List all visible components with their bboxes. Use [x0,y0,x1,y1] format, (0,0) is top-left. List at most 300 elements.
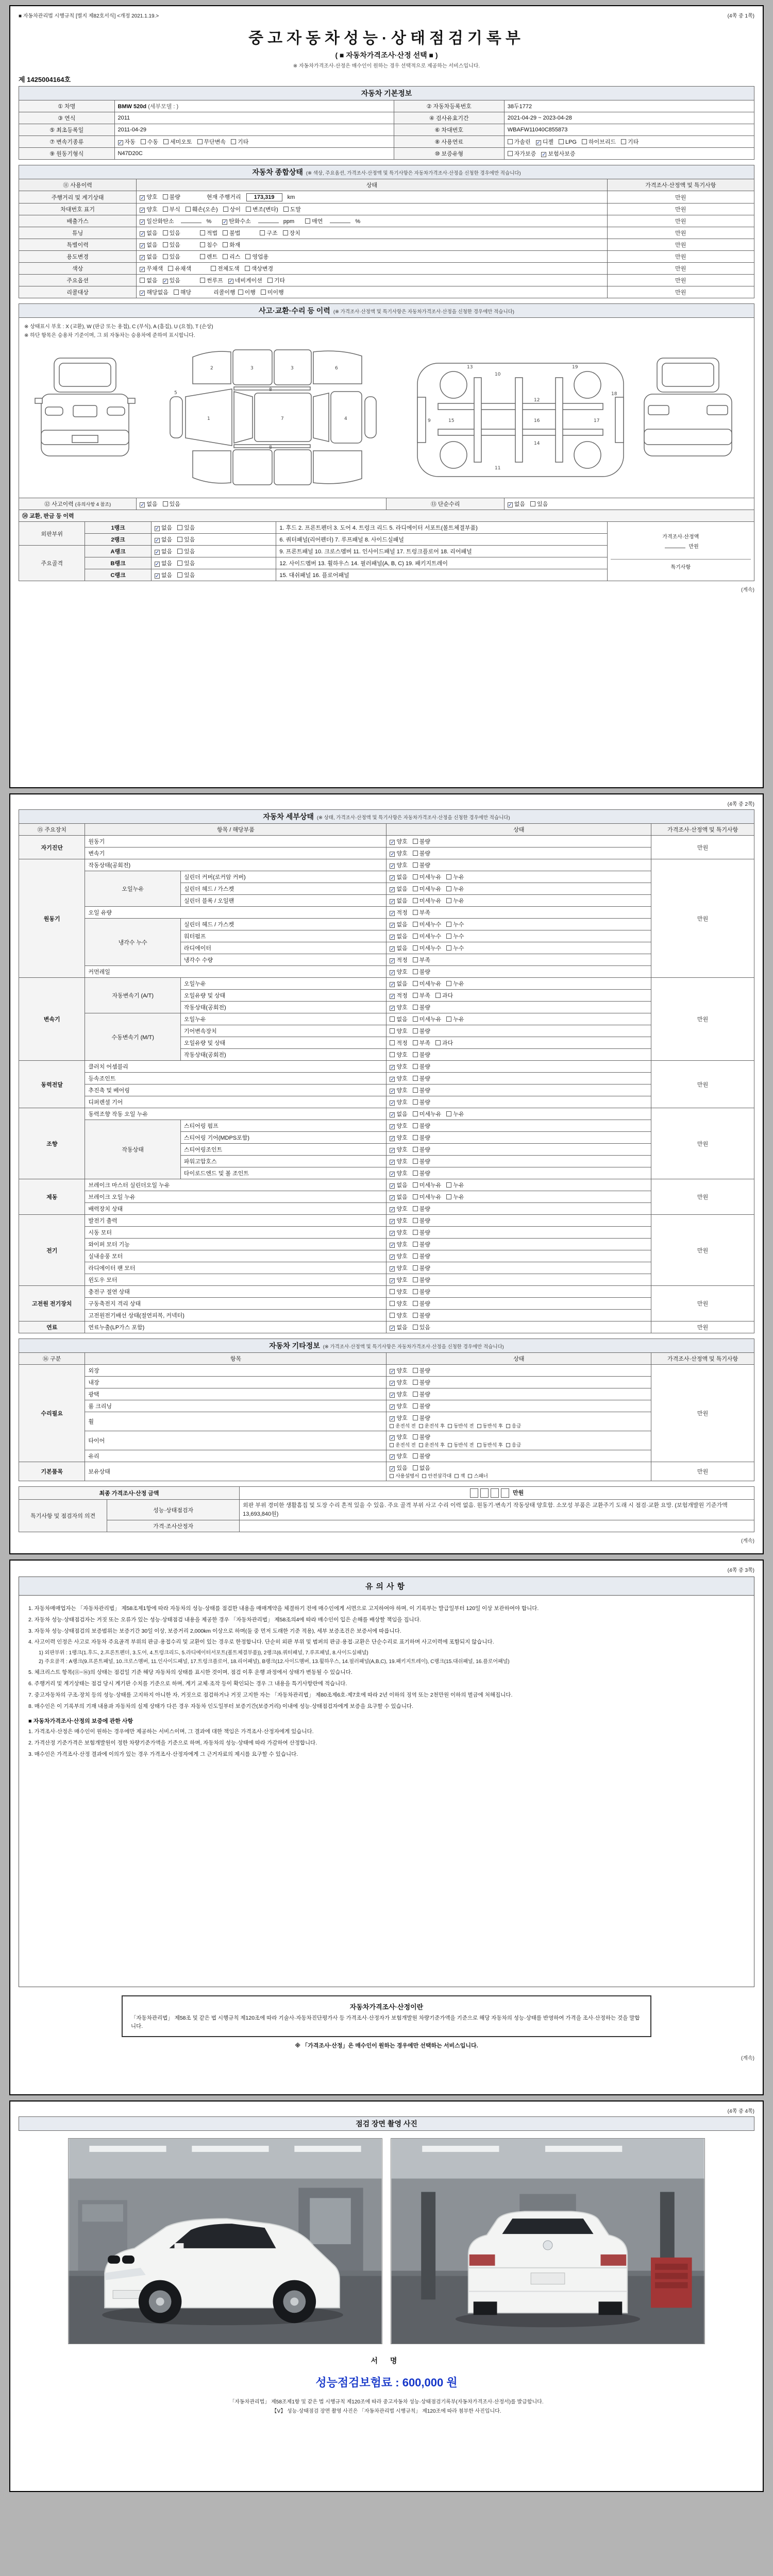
item-label: 실린더 블록 / 오일팬 [180,895,386,907]
checkbox-label: 운전석 전 [395,1423,416,1429]
checkbox-option[interactable] [446,885,464,893]
checkbox-option[interactable] [413,944,442,952]
checkbox-option[interactable] [390,1422,415,1429]
checkbox-option-checked[interactable] [140,241,157,249]
tr [19,112,754,124]
checkbox-option-checked[interactable] [118,138,136,146]
overall-body [19,191,754,298]
checkbox-option[interactable] [413,1110,442,1118]
checkbox-icon [390,1016,395,1022]
checkbox-label: 썬루프 [206,278,223,284]
checkbox-option-checked[interactable] [390,1062,407,1071]
item-state [386,990,651,1002]
checkbox-option[interactable] [177,571,195,579]
checkbox-option[interactable] [223,241,240,249]
checkbox-option-checked[interactable] [390,873,407,881]
checkbox-option[interactable] [163,205,180,213]
checkbox-option[interactable] [413,1240,430,1248]
checkbox-option-checked[interactable] [222,217,251,225]
checkbox-option-checked[interactable] [390,920,407,928]
rect [45,407,63,415]
item-state [386,1377,651,1388]
checkbox-label: 없음 [396,874,408,880]
checkbox-option-checked[interactable] [390,1276,407,1284]
checkbox-option[interactable] [413,1027,430,1035]
checkbox-option-checked[interactable] [155,523,172,532]
checkbox-option[interactable] [283,229,300,237]
checkbox-option[interactable] [245,252,268,261]
checkbox-option[interactable] [508,138,531,146]
text: 12 [534,398,540,403]
checkbox-checked-icon: ✓ [390,1393,395,1398]
checkbox-option[interactable] [245,264,274,273]
checkbox-option-checked[interactable] [390,1378,407,1386]
checkbox-option[interactable] [163,229,180,237]
checkbox-option-checked[interactable] [541,149,575,158]
checkbox-option[interactable] [413,1276,430,1284]
item-state [386,895,651,907]
checkbox-option-checked[interactable] [390,1169,407,1177]
checkbox-option-checked[interactable] [390,1464,407,1472]
checkbox-option[interactable] [238,288,256,296]
item-label: 실린더 헤드 / 가스켓 [180,883,386,895]
checkbox-option[interactable] [446,1193,464,1201]
rect [170,397,182,438]
tr [19,148,754,160]
checkbox-option[interactable] [508,149,536,158]
checkbox-label: 적법 [206,230,218,236]
checkbox-option-checked[interactable] [390,908,407,917]
checkbox-label: 사용설명서 [395,1473,419,1479]
checkbox-option[interactable] [390,1039,407,1047]
checkbox-option[interactable] [413,1015,442,1023]
checkbox-option[interactable] [413,1264,430,1272]
checkbox-icon [446,874,451,879]
checkbox-option-checked[interactable] [390,1110,407,1118]
checkbox-option-checked[interactable] [140,264,163,273]
checkbox-checked-icon: ✓ [390,1255,395,1260]
checkbox-label: 미세누유 [419,886,442,892]
item-state [386,1073,651,1084]
item-state [386,1013,651,1025]
checkbox-option[interactable] [390,1050,407,1059]
path [193,451,231,483]
checkbox-label: 누유 [453,981,464,987]
checkbox-option-checked[interactable] [390,837,407,845]
checkbox-option[interactable] [413,932,442,940]
checkbox-option[interactable] [413,1181,442,1189]
checkbox-option[interactable] [223,229,240,237]
section-title: 사고·교환·수리 등 이력 [259,307,330,315]
notice-item: 8. 매수인은 이 기록부의 기재 내용과 자동차의 실제 상태가 다른 경우 자동차 인도일부터 보증기간(보증거리) 이내에 성능·상태점검자에게 보증을 요구할 수 있습니다. [28,1703,414,1709]
checkbox-option[interactable] [413,1098,430,1106]
item-state [386,1215,651,1227]
rank-parts-list: 15. 대쉬패널 16. 플로어패널 [276,569,607,581]
checkbox-option-checked[interactable] [390,1366,407,1375]
checkbox-option[interactable] [413,1252,430,1260]
price-cell: 만원 [607,263,754,275]
inspection-insurance-premium: 성능점검보험료 : 600,000 원 [315,2376,458,2389]
checkbox-option-checked[interactable] [390,1098,407,1106]
checkbox-option[interactable] [283,205,301,213]
checkbox-option[interactable] [168,264,191,273]
checkbox-option[interactable] [141,138,158,146]
checkbox-option[interactable] [177,547,195,555]
use-history-item-label: 리콜대상 [19,286,137,298]
use-history-item-label: 용도변경 [19,251,137,263]
rank-state [151,534,276,546]
checkbox-option[interactable] [413,1378,430,1386]
checkbox-option[interactable] [390,1299,407,1308]
checkbox-option[interactable] [413,1205,430,1213]
checkbox-option[interactable] [446,896,464,905]
checkbox-icon [163,242,168,247]
col-price: 가격조사·산정액 및 특기사항 [651,824,754,836]
checkbox-label: 없음 [161,525,173,531]
checkbox-option[interactable] [419,1441,445,1448]
checkbox-option-checked[interactable] [140,500,157,508]
checkbox-icon [413,922,418,927]
checkbox-option-checked[interactable] [140,193,157,201]
checkbox-label: 누유 [453,1016,464,1023]
checkbox-option-checked[interactable] [390,1086,407,1094]
checkbox-option-checked[interactable] [390,1193,407,1201]
checkbox-option[interactable] [413,968,430,976]
checkbox-option[interactable] [506,1422,521,1429]
checkbox-option-checked[interactable] [390,944,407,952]
tr [19,304,754,318]
checkbox-option[interactable] [390,1441,415,1448]
checkbox-option[interactable] [506,1441,521,1448]
checkbox-option[interactable] [390,1311,407,1319]
checkbox-option[interactable] [413,1157,430,1165]
checkbox-option[interactable] [446,932,464,940]
item-label: 룸 크리닝 [85,1400,386,1412]
checkbox-option[interactable] [200,252,217,261]
device-row [19,1203,754,1215]
checkbox-label: 없음 [146,501,158,507]
checkbox-option[interactable] [200,229,217,237]
checkbox-icon [413,1194,418,1199]
checkbox-option[interactable] [413,956,430,964]
checkbox-option-checked[interactable] [140,205,157,213]
checkbox-option[interactable] [582,138,616,146]
notice-item: 4. 사고이력 인정은 사고로 자동차 주요골격 부위의 판금·용접수리 및 교환이 있는 경우로 한정합니다. 단순히 외판 부위 및 범퍼의 판금·용접·교환은 단순수리로 표기하며 사고이력에 포함되지 않습니다. [28,1639,494,1646]
checkbox-option[interactable] [186,205,218,213]
checkbox-icon [413,1465,418,1470]
checkbox-option[interactable] [446,1015,464,1023]
state-code-legend: ※ 상태표시 부호 : X (교환), W (판금 또는 용접), C (부식), A (흠집), U (요철), T (손상) [24,324,213,330]
checkbox-option-checked[interactable] [390,1181,407,1189]
checkbox-option[interactable] [413,1228,430,1236]
checkbox-checked-icon: ✓ [390,1369,395,1375]
checkbox-option-checked[interactable] [390,885,407,893]
checkbox-option[interactable] [200,241,217,249]
checkbox-option[interactable] [435,991,453,999]
checkbox-icon [413,1171,418,1176]
checkbox-option[interactable] [413,1287,430,1296]
checkbox-option[interactable] [455,1472,465,1479]
checkbox-option[interactable] [305,217,323,225]
checkbox-option[interactable] [140,276,157,284]
checkbox-option[interactable] [413,1086,430,1094]
rect [422,2146,499,2152]
checkbox-option[interactable] [246,205,278,213]
definition-note: ※ 「가격조사·산정」은 매수인이 원하는 경우에만 선택하는 서비스입니다. [295,2042,478,2049]
checkbox-option-checked[interactable] [390,932,407,940]
col-price: 가격조사·산정액 및 특기사항 [607,179,754,191]
law-note: ■ 자동차관리법 시행규칙 [별지 제82호서식] <개정 2021.1.19.> [19,13,159,19]
checkbox-option-checked[interactable] [390,1264,407,1272]
checkbox-option[interactable] [435,1039,453,1047]
checkbox-icon [446,981,451,986]
checkbox-option[interactable] [223,205,241,213]
checkbox-option[interactable] [261,288,284,296]
rect [72,435,98,443]
checkbox-option[interactable] [413,1039,430,1047]
checkbox-label: 부족 [419,957,430,963]
checkbox-option[interactable] [413,1003,430,1011]
checkbox-option[interactable] [413,1169,430,1177]
overall-status-table [19,165,754,298]
item-state [386,1167,651,1179]
checkbox-icon [413,1313,418,1318]
checkbox-option[interactable] [413,1145,430,1154]
rear-view-diagram [644,358,732,456]
checkbox-option[interactable] [163,252,180,261]
checkbox-option-checked[interactable] [390,1205,407,1213]
checkbox-option-checked[interactable] [155,571,172,579]
checkbox-option[interactable] [413,920,442,928]
checkbox-option-checked[interactable] [155,547,172,555]
checkbox-option[interactable] [163,500,180,508]
checkbox-option[interactable] [446,1181,464,1189]
item-state [386,1179,651,1191]
checkbox-checked-icon: ✓ [155,538,160,544]
checkbox-option[interactable] [559,139,577,145]
rank-body [19,522,754,581]
checkbox-option[interactable] [621,138,638,146]
use-history-state [137,204,607,215]
checkbox-option[interactable] [197,138,226,146]
checkbox-option[interactable] [163,193,180,201]
extra-info-table [19,1338,754,1481]
checkbox-option-checked[interactable] [390,861,407,869]
checkbox-option[interactable] [413,1311,430,1319]
checkbox-option[interactable] [530,500,548,508]
checkbox-option[interactable] [413,1402,430,1410]
checkbox-option-checked[interactable] [390,1133,407,1142]
checkbox-option-checked[interactable] [155,559,172,567]
checkbox-option-checked[interactable] [390,1390,407,1398]
checkbox-option-checked[interactable] [140,252,157,261]
checkbox-option-checked[interactable] [390,1003,407,1011]
inspection-label: ④ 검사유효기간 [394,112,504,124]
checkbox-option[interactable] [468,1472,488,1479]
checkbox-option-checked[interactable] [390,968,407,976]
checkbox-option[interactable] [413,1323,430,1331]
checkbox-option[interactable] [413,1216,430,1225]
checkbox-option[interactable] [413,1122,430,1130]
checkbox-option[interactable] [413,1074,430,1082]
item-label: 브레이크 마스터 실린더오일 누유 [85,1179,386,1191]
checkbox-option[interactable] [413,908,430,917]
checkbox-label: 없음 [396,945,408,952]
transmission-label: ⑦ 변속기종류 [19,136,115,148]
checkbox-option-checked[interactable] [390,896,407,905]
checkbox-option[interactable] [177,535,195,544]
checkbox-icon [413,1242,418,1247]
checkbox-option[interactable] [267,276,285,284]
checkbox-option[interactable] [413,1050,430,1059]
checkbox-option[interactable] [413,991,430,999]
item-label: 스티어링조인트 [180,1144,386,1156]
checkbox-option[interactable] [413,979,442,988]
checkbox-option[interactable] [413,849,430,857]
checkbox-label: 누수 [453,934,464,940]
item-state [386,1321,651,1333]
checkbox-option[interactable] [419,1422,445,1429]
rect [73,405,97,417]
checkbox-option[interactable] [413,896,442,905]
checkbox-option-checked[interactable] [390,1122,407,1130]
checkbox-label: 미세누수 [419,945,442,952]
checkbox-option-checked[interactable] [390,849,407,857]
checkbox-option-checked[interactable] [390,1145,407,1154]
checkbox-option-checked[interactable] [163,276,180,284]
checkbox-option-checked[interactable] [390,1240,407,1248]
checkbox-option[interactable] [390,1287,407,1296]
device-row [19,1321,754,1333]
checkbox-option-checked[interactable] [390,991,407,999]
checkbox-option[interactable] [422,1472,451,1479]
text: 8 [269,445,272,450]
tr [19,165,754,179]
checkbox-option-checked[interactable] [140,217,174,225]
item-label: 휠 [85,1412,386,1431]
checkbox-option[interactable] [177,523,195,532]
checkbox-option-checked[interactable] [508,500,525,508]
checkbox-option[interactable] [413,1133,430,1142]
item-label: 파워고압호스 [180,1156,386,1167]
checkbox-option-checked[interactable] [390,1216,407,1225]
checkbox-option-checked[interactable] [390,1433,407,1441]
checkbox-option[interactable] [413,861,430,869]
checkbox-option[interactable] [413,873,442,881]
checkbox-option-checked[interactable] [140,229,157,237]
checkbox-option[interactable] [390,1027,407,1035]
checkbox-option[interactable] [446,920,464,928]
checkbox-icon [413,1368,418,1373]
checkbox-option[interactable] [446,873,464,881]
checkbox-option[interactable] [200,276,223,284]
polygon [502,2218,593,2234]
checkbox-option[interactable] [446,979,464,988]
checkbox-option-checked[interactable] [228,276,262,284]
checkbox-option-checked[interactable] [390,1074,407,1082]
checkbox-option[interactable] [413,1390,430,1398]
checkbox-option[interactable] [477,1422,503,1429]
checkbox-option[interactable] [448,1422,474,1429]
item-state [386,1412,651,1431]
checkbox-icon [446,886,451,891]
item-state [386,1108,651,1120]
checkbox-option-checked[interactable] [390,1452,407,1460]
underbody-frame-diagram [417,363,624,477]
checkbox-option[interactable] [223,252,240,261]
checkbox-option[interactable] [260,229,277,237]
text: 15 [448,418,455,423]
checkbox-option[interactable] [413,1464,430,1472]
extra-options [390,1423,524,1429]
device-row [19,1412,754,1431]
checkbox-option[interactable] [413,1299,430,1308]
checkbox-icon [413,1277,418,1282]
checkbox-option-checked[interactable] [390,1157,407,1165]
notice-item: 1. 가격조사·산정은 매수인이 원하는 경우에만 제공하는 서비스이며, 그 결과에 대한 책임은 가격조사·산정자에게 있습니다. [28,1728,314,1735]
checkbox-option-checked[interactable] [390,1252,407,1260]
checkbox-icon [506,1443,510,1447]
checkbox-option-checked[interactable] [390,1414,407,1422]
checkbox-checked-icon: ✓ [390,1195,395,1201]
checkbox-option[interactable] [413,1366,430,1375]
checkbox-option-checked[interactable] [155,535,172,544]
checkbox-label: 불량 [419,1313,430,1319]
checkbox-option[interactable] [231,138,248,146]
tr [19,100,754,112]
checkbox-option[interactable] [390,1015,407,1023]
checkbox-icon [200,242,205,247]
divider [611,559,751,560]
checkbox-option-checked[interactable] [536,138,553,146]
checkbox-option[interactable] [163,241,180,249]
checkbox-option-checked[interactable] [140,288,169,296]
item-label: 오일누유 [180,978,386,990]
checkbox-option[interactable] [413,1433,430,1441]
checkbox-option-checked[interactable] [390,1228,407,1236]
checkbox-option[interactable] [163,138,192,146]
checkbox-option[interactable] [413,1193,442,1201]
device-label: 연료 [19,1321,85,1333]
price-unit: 만원 [512,1490,524,1496]
device-row [19,1274,754,1286]
device-row [19,848,754,859]
checkbox-option[interactable] [211,264,240,273]
checkbox-option[interactable] [446,1110,464,1118]
checkbox-label: 누유 [453,898,464,904]
checkbox-checked-icon: ✓ [118,140,123,146]
checkbox-option[interactable] [413,1062,430,1071]
checkbox-label: 부족 [419,1040,430,1046]
checkbox-option[interactable] [413,1414,430,1422]
checkbox-option-checked[interactable] [390,956,407,964]
checkbox-checked-icon: ✓ [390,899,395,905]
checkbox-option[interactable] [413,885,442,893]
checkbox-option[interactable] [448,1441,474,1448]
checkbox-option[interactable] [446,944,464,952]
checkbox-option[interactable] [413,1452,430,1460]
checkbox-option-checked[interactable] [390,979,407,988]
checkbox-option[interactable] [174,288,191,296]
checkbox-option-checked[interactable] [390,1402,407,1410]
checkbox-option-checked[interactable] [390,1323,407,1331]
checkbox-option[interactable] [477,1441,503,1448]
checkbox-label: 미세누수 [419,934,442,940]
checkbox-option[interactable] [177,559,195,567]
notice-item: 1. 자동차매매업자는 「자동차관리법」 제58조제1항에 따라 자동차의 성능·상태를 점검한 내용을 매매계약을 체결하기 전에 매수인에게 서면으로 고지하여야 하며, 이 기록부는 발급일부터 120일 이상 보관하여야 합니다. [28,1605,539,1612]
checkbox-option[interactable] [413,837,430,845]
checkbox-option[interactable] [390,1472,419,1479]
